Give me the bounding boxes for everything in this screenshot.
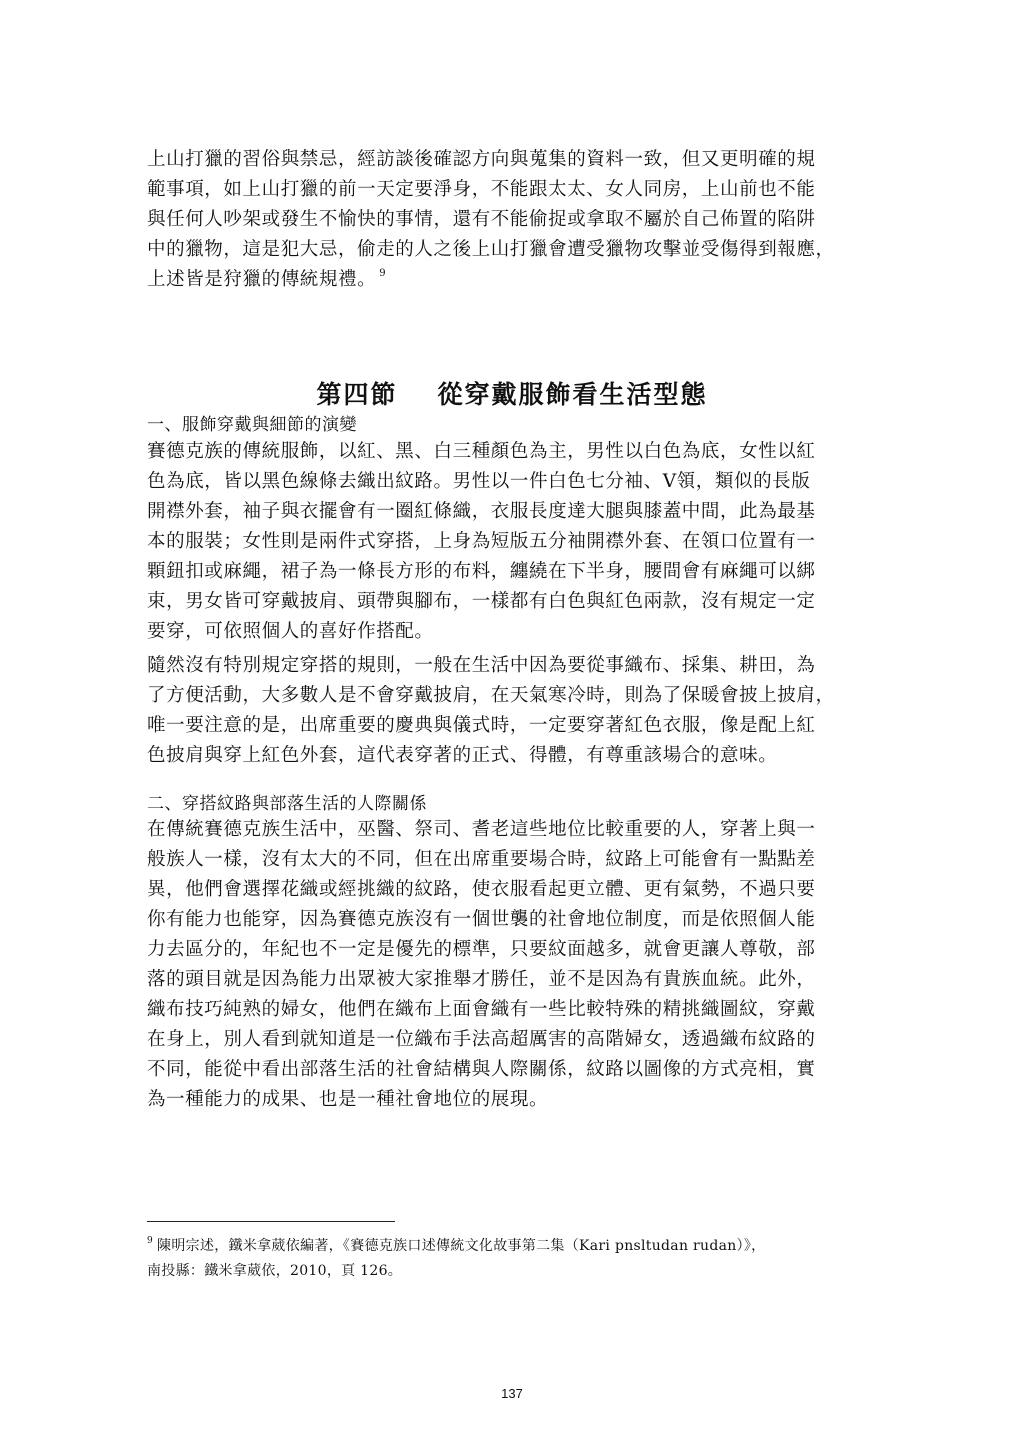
paragraph-line: 異，他們會選擇花織或經挑織的紋路，使衣服看起更立體、更有氣勢，不過只要 xyxy=(147,879,816,900)
subsection-title-2: 二、穿搭紋路與部落生活的人際關係 xyxy=(147,794,427,814)
paragraph-line: 不同，能從中看出部落生活的社會結構與人際關係，紋路以圖像的方式亮相，實 xyxy=(147,1059,816,1080)
paragraph-line-text: 上述皆是狩獵的傳統規禮。 xyxy=(147,269,377,290)
paragraph-line: 本的服裝；女性則是兩件式穿搭，上身為短版五分袖開襟外套、在領口位置有一 xyxy=(147,531,816,552)
paragraph-line: 範事項，如上山打獵的前一天定要淨身，不能跟太太、女人同房，上山前也不能 xyxy=(147,179,816,200)
footnote-line xyxy=(147,1234,887,1259)
paragraph-line: 上山打獵的習俗與禁忌，經訪談後確認方向與蒐集的資料一致，但又更明確的規 xyxy=(147,149,816,170)
section-heading xyxy=(0,377,1024,413)
paragraph-line: 隨然沒有特別規定穿搭的規則，一般在生活中因為要從事織布、採集、耕田，為 xyxy=(147,655,816,676)
paragraph-clothing xyxy=(147,437,882,647)
paragraph-line: 顆鈕扣或麻繩，裙子為一條長方形的布料，纏繞在下半身，腰間會有麻繩可以綁 xyxy=(147,561,816,582)
paragraph-line: 色為底，皆以黑色線條去織出紋路。男性以一件白色七分袖、V領，類似的長版 xyxy=(147,471,811,492)
footnote-text: 陳明宗述，鐵米拿葳依編著，《賽德克族口述傳統文化故事第二集（Kari pnsltudan rudan）》， xyxy=(157,1238,766,1254)
section-number: 第四節 xyxy=(316,380,398,409)
paragraph-line: 在身上，別人看到就知道是一位織布手法高超厲害的高階婦女，透過織布紋路的 xyxy=(147,1029,816,1050)
paragraph-line: 力去區分的，年紀也不一定是優先的標準，只要紋面越多，就會更讓人尊敬，部 xyxy=(147,939,816,960)
paragraph-line: 唯一要注意的是，出席重要的慶典與儀式時，一定要穿著紅色衣服，像是配上紅 xyxy=(147,715,816,736)
footnote xyxy=(147,1234,887,1284)
paragraph-line: 你有能力也能穿，因為賽德克族沒有一個世襲的社會地位制度，而是依照個人能 xyxy=(147,909,816,930)
subsection-title-1: 一、服飾穿戴與細節的演變 xyxy=(147,415,357,435)
paragraph-line: 落的頭目就是因為能力出眾被大家推舉才勝任，並不是因為有貴族血統。此外， xyxy=(147,969,816,990)
footnote-separator xyxy=(147,1221,395,1222)
paragraph-line: 與任何人吵架或發生不愉快的事情，還有不能偷捉或拿取不屬於自己佈置的陷阱 xyxy=(147,209,816,230)
paragraph-line: 織布技巧純熟的婦女，他們在織布上面會織有一些比較特殊的精挑織圖紋，穿戴 xyxy=(147,999,816,1020)
paragraph-line: 要穿，可依照個人的喜好作搭配。 xyxy=(147,621,434,642)
footnote-line: 南投縣：鐵米拿葳依，2010，頁 126。 xyxy=(147,1263,403,1279)
paragraph-line: 在傳統賽德克族生活中，巫醫、祭司、耆老這些地位比較重要的人，穿著上與一 xyxy=(147,819,816,840)
paragraph-line: 束，男女皆可穿戴披肩、頭帶與腳布，一樣都有白色與紅色兩款，沒有規定一定 xyxy=(147,591,816,612)
page-number: 137 xyxy=(501,1386,523,1401)
section-title: 從穿戴服飾看生活型態 xyxy=(437,380,708,409)
paragraph-social-relations xyxy=(147,815,882,1115)
paragraph-line: 賽德克族的傳統服飾，以紅、黑、白三種顏色為主，男性以白色為底，女性以紅 xyxy=(147,441,816,462)
paragraph-line: 色披肩與穿上紅色外套，這代表穿著的正式、得體，有尊重該場合的意味。 xyxy=(147,745,778,766)
paragraph-line: 為一種能力的成果、也是一種社會地位的展現。 xyxy=(147,1089,549,1110)
footnote-marker: 9 xyxy=(147,1236,154,1246)
paragraph-line: 般族人一樣，沒有太大的不同，但在出席重要場合時，紋路上可能會有一點點差 xyxy=(147,849,816,870)
paragraph-outfit-rules xyxy=(147,651,882,771)
paragraph-line: 開襟外套，袖子與衣擺會有一圈紅條織，衣服長度達大腿與膝蓋中間，此為最基 xyxy=(147,501,816,522)
paragraph-line: 中的獵物，這是犯大忌，偷走的人之後上山打獵會遭受獵物攻擊並受傷得到報應， xyxy=(147,239,835,260)
intro-paragraph xyxy=(147,145,882,295)
paragraph-line xyxy=(147,265,882,295)
paragraph-line: 了方便活動，大多數人是不會穿戴披肩，在天氣寒冷時，則為了保暖會披上披肩， xyxy=(147,685,835,706)
footnote-reference[interactable]: 9 xyxy=(379,268,387,279)
